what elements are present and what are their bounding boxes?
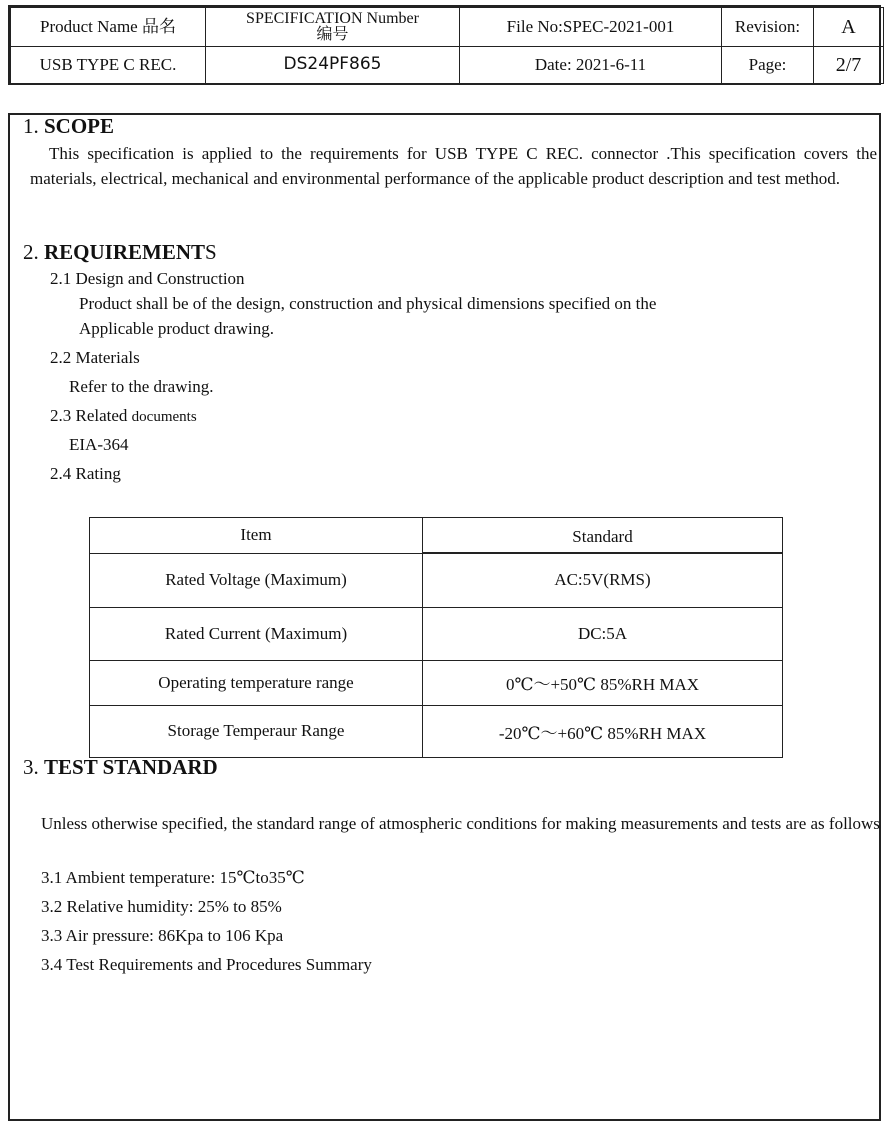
- section-2-4-title: 2.4 Rating: [50, 464, 121, 483]
- section-2-3-title: [50, 403, 197, 430]
- product-name-value: USB TYPE C REC.: [11, 47, 206, 84]
- rating-standard: 0℃～+50℃ 85%RH MAX: [423, 660, 783, 705]
- section-2-1-title: 2.1 Design and Construction: [50, 269, 245, 288]
- header-table: [10, 7, 884, 84]
- spec-number-label: [206, 8, 460, 47]
- rating-col-standard: Standard: [423, 518, 783, 554]
- spec-header: [8, 5, 881, 85]
- section-2-3-text: EIA-364: [69, 435, 129, 454]
- page-value: 2/7: [814, 47, 884, 84]
- rating-item: Rated Voltage (Maximum): [90, 553, 423, 607]
- section-2-1-line1: Product shall be of the design, construction and physical dimensions specified on the: [79, 294, 657, 313]
- scope-paragraph: This specification is applied to the requirements for USB TYPE C REC. connector .This specification covers the materials, electrical, mechanical and environmental performance of the applicable product description and test method.: [30, 144, 877, 188]
- section-2-1-line2: Applicable product drawing.: [79, 319, 274, 338]
- section-2-2-text: Refer to the drawing.: [69, 377, 214, 396]
- rating-standard: DC:5A: [423, 607, 783, 660]
- document-date: Date: 2021-6-11: [460, 47, 722, 84]
- spec-number-label-cn: 编号: [316, 26, 349, 43]
- test-standard-number: 3.: [23, 755, 39, 779]
- rating-standard: -20℃～+60℃ 85%RH MAX: [423, 705, 783, 757]
- rating-standard: AC:5V(RMS): [423, 553, 783, 607]
- scope-heading: [23, 114, 114, 139]
- table-row: [90, 705, 783, 757]
- test-item: 3.2 Relative humidity: 25% to 85%: [41, 897, 282, 916]
- rating-item: Rated Current (Maximum): [90, 607, 423, 660]
- test-item: 3.4 Test Requirements and Procedures Summary: [41, 955, 372, 974]
- test-standard-intro: Unless otherwise specified, the standard range of atmospheric conditions for making measurements and tests are as follows: [41, 814, 880, 833]
- revision-value: A: [814, 8, 884, 47]
- scope-title: SCOPE: [44, 114, 115, 138]
- test-item: 3.3 Air pressure: 86Kpa to 106 Kpa: [41, 926, 284, 945]
- requirements-title: REQUIREMENT: [44, 240, 206, 264]
- spec-number-label-en: SPECIFICATION Number: [246, 10, 419, 27]
- section-2-3-title-docs: documents: [131, 409, 197, 425]
- rating-table-header: [90, 518, 783, 554]
- rating-table: [89, 517, 783, 758]
- test-standard-title: TEST STANDARD: [44, 755, 218, 779]
- page-label: Page:: [722, 47, 814, 84]
- table-row: [90, 660, 783, 705]
- table-row: [90, 607, 783, 660]
- spec-number-value: DS24PF865: [206, 47, 460, 84]
- section-2-3-title-main: 2.3 Related: [50, 406, 132, 425]
- test-standard-heading: [23, 755, 218, 780]
- file-number: File No:SPEC-2021-001: [460, 8, 722, 47]
- requirements-heading: [23, 240, 217, 265]
- table-row: [90, 553, 783, 607]
- rating-col-item: Item: [90, 518, 423, 554]
- requirements-number: 2.: [23, 240, 39, 264]
- test-item: 3.1 Ambient temperature: 15℃to35℃: [41, 868, 305, 887]
- section-2-2-title: 2.2 Materials: [50, 348, 140, 367]
- product-name-label: Product Name 品名: [11, 8, 206, 47]
- requirements-title-suffix: S: [205, 240, 217, 264]
- scope-number: 1.: [23, 114, 39, 138]
- rating-item: Storage Temperaur Range: [90, 705, 423, 757]
- revision-label: Revision:: [722, 8, 814, 47]
- rating-item: Operating temperature range: [90, 660, 423, 705]
